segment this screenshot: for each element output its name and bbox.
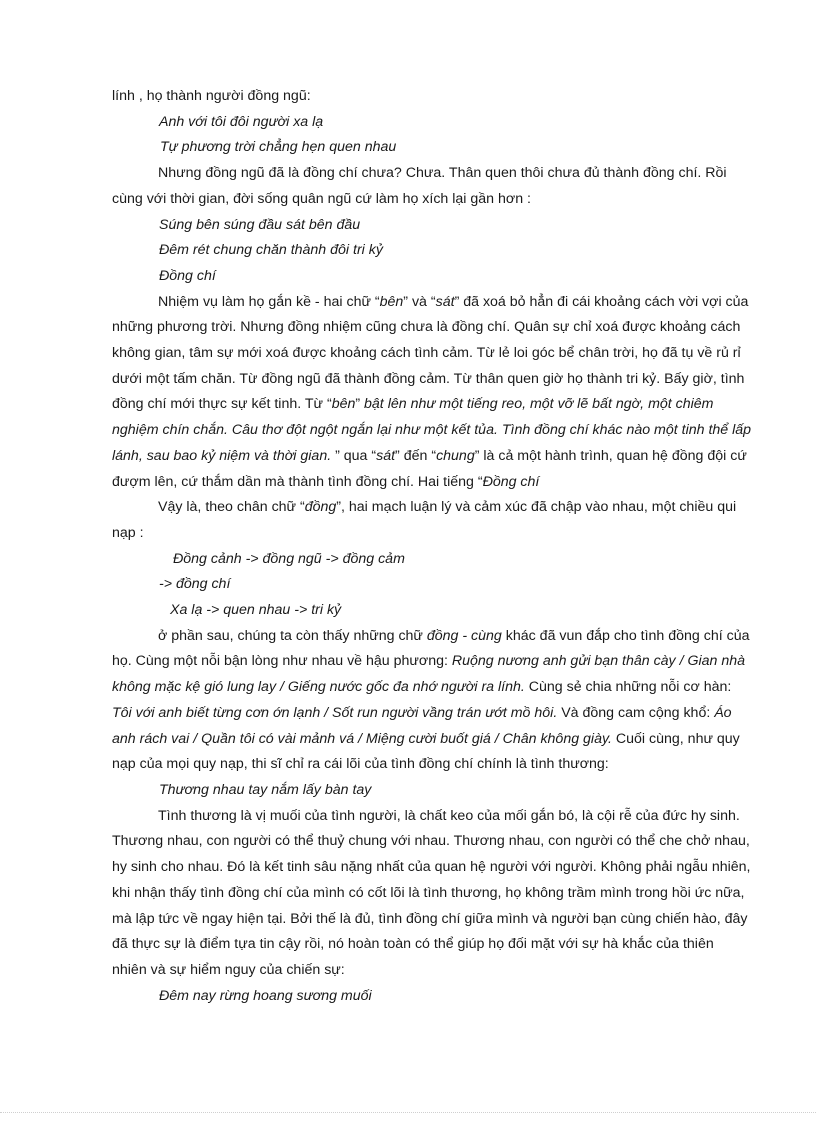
text-run: ” xyxy=(355,396,365,413)
emphasis-run: bên xyxy=(379,293,404,310)
emphasis-run: đồng - cùng xyxy=(426,627,502,644)
paragraph xyxy=(112,624,752,778)
text-run: ” qua “ xyxy=(331,447,377,464)
verse-line: Đồng cảnh -> đồng ngũ -> đồng cảm xyxy=(173,550,405,567)
verse-line: Đêm nay rừng hoang sương muối xyxy=(159,987,372,1004)
text-run: khác đã vun đắp cho tình đồng chí của họ. Cùng một nỗi bận lòng như nhau về hậu phương: xyxy=(112,627,750,670)
emphasis-run: sát xyxy=(376,447,396,464)
emphasis-run: đồng xyxy=(304,499,337,516)
paragraph: Nhưng đồng ngũ đã là đồng chí chưa? Chưa. Thân quen thôi chưa đủ thành đồng chí. Rồi cùng với thời gian, đời sống quân ngũ cứ làm họ xích lại gần hơn : xyxy=(112,165,727,207)
text-run: ”, hai mạch luận lý và cảm xúc đã chập vào nhau, một chiều qui nạp : xyxy=(112,499,737,541)
verse-line: Tự phương trời chẳng hẹn quen nhau xyxy=(160,139,397,156)
text-run: Và đồng cam cộng khổ: xyxy=(557,704,715,721)
emphasis-run: Ruộng nương anh gửi bạn thân cày / Gian nhà không mặc kệ gió lung lay / Giếng nước gốc đa nhớ người ra lính. xyxy=(112,653,746,696)
paragraph: Tình thương là vị muối của tình người, là chất keo của mối gắn bó, là cội rễ của đức hy sinh. Thương nhau, con người có thể thuỷ chung với nhau. Thương nhau, con người có thể che chở nhau, hy sinh cho nhau. Đó là kết tinh sâu nặng nhất của quan hệ người với người. Không phải ngẫu nhiên, khi nhận thấy tình đồng chí của mình có cốt lõi là tình thương, họ không trầm mình trong hồi ức nữa, mà lập tức về ngay hiện tại. Bởi thế là đủ, tình đồng chí giữa mình và người bạn cùng chiến hào, đây đã thực sự là điểm tựa tin cậy rồi, nó hoàn toàn có thể giúp họ đối mặt với sự hà khắc của thiên nhiên và sự hiểm nguy của chiến sự: xyxy=(112,807,751,978)
emphasis-run: bật lên như một tiếng reo, một vỡ lẽ bất ngờ, một chiêm nghiệm chín chắn. Câu thơ đột ngột ngắn lại như một kết tủa. Tình đồng chí khác nào một tinh thể lấp lánh, sau bao kỷ niệm và thời gian. xyxy=(112,396,752,464)
verse-line: Xa lạ -> quen nhau -> tri kỷ xyxy=(170,602,342,619)
text-run: ” và “ xyxy=(403,293,436,310)
text-run: ” đã xoá bỏ hẳn đi cái khoảng cách vời vợi của những phương trời. Nhưng đồng nhiệm cũng chưa là đồng chí. Quân sự chỉ xoá được khoảng cách không gian, tâm sự mới xoá được khoảng cách tình cảm. Từ lẻ loi góc bể chân trời, họ đã tụ về rủ rỉ dưới một tấm chăn. Từ đồng ngũ đã thành đồng cảm. Từ thân quen giờ họ thành tri kỷ. Bấy giờ, tình đồng chí mới thực sự kết tinh. Từ “ xyxy=(112,293,749,413)
text-run: Vậy là, theo chân chữ “ xyxy=(158,499,305,516)
paragraph xyxy=(112,290,752,496)
intro-line: lính , họ thành người đồng ngũ: xyxy=(112,88,311,104)
page-bottom-divider xyxy=(0,1112,816,1113)
emphasis-run: bên xyxy=(331,396,356,413)
emphasis-run: chung xyxy=(436,447,475,464)
text-run: Cuối cùng, như quy nạp của mọi quy nạp, thi sĩ chỉ ra cái lõi của tình đồng chí chính là tình thương: xyxy=(112,730,740,773)
verse-line: -> đồng chí xyxy=(159,576,231,593)
paragraph xyxy=(112,495,752,546)
emphasis-run: sát xyxy=(435,293,455,310)
verse-line: Đồng chí xyxy=(159,267,216,284)
verse-line: Anh với tôi đôi người xa lạ xyxy=(159,113,324,130)
verse-line: Súng bên súng đầu sát bên đầu xyxy=(159,216,361,233)
text-run: Nhiệm vụ làm họ gắn kề - hai chữ “ xyxy=(158,293,380,310)
verse-line: Đêm rét chung chăn thành đôi tri kỷ xyxy=(159,242,383,259)
text-run: ” đến “ xyxy=(395,447,437,464)
text-run: ” là cả một hành trình, quan hệ đồng đội cứ đượm lên, cứ thắm dần mà thành tình đồng chí. Hai tiếng “ xyxy=(112,447,747,490)
emphasis-run: Tôi với anh biết từng cơn ớn lạnh / Sốt run người vầng trán ướt mồ hôi. xyxy=(112,704,558,721)
verse-line: Thương nhau tay nắm lấy bàn tay xyxy=(159,781,372,798)
text-run: ở phần sau, chúng ta còn thấy những chữ xyxy=(158,627,427,644)
emphasis-run: Đồng chí xyxy=(482,473,540,490)
emphasis-run: Áo anh rách vai / Quần tôi có vài mảnh vá / Miệng cười buốt giá / Chân không giày. xyxy=(112,704,732,747)
text-run: Cùng sẻ chia những nỗi cơ hàn: xyxy=(524,679,732,696)
essay-text xyxy=(112,84,752,1009)
